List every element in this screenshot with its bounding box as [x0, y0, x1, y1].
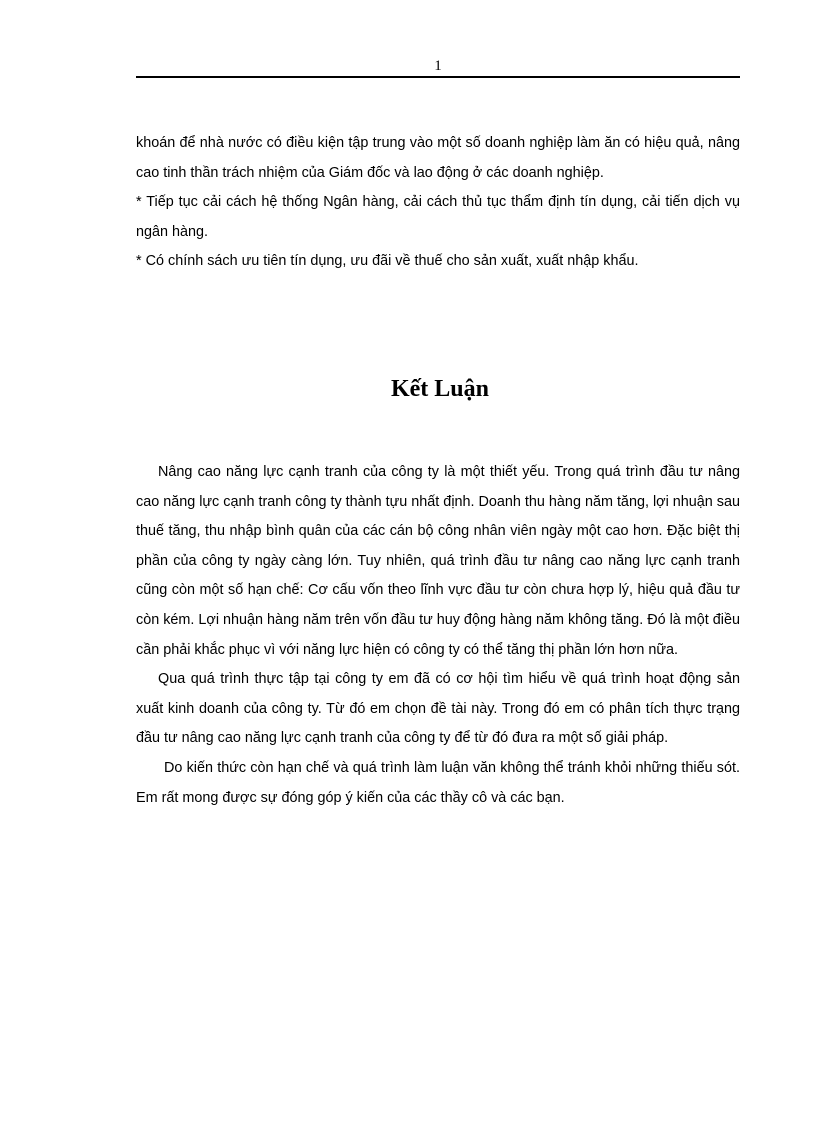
conclusion-paragraph: Qua quá trình thực tập tại công ty em đã có cơ hội tìm hiểu về quá trình hoạt động sản xuất kinh doanh của công ty. Từ đó em chọn đề tài này. Trong đó em có phân tích thực trạng đầu tư nâng cao năng lực cạnh tranh của công ty để từ đó đưa ra một số giải pháp.	[136, 671, 740, 747]
conclusion-section	[136, 458, 740, 813]
intro-section	[136, 129, 740, 277]
intro-paragraph: khoán để nhà nước có điều kiện tập trung vào một số doanh nghiệp làm ăn có hiệu quả, nâng cao tinh thần trách nhiệm của Giám đốc và lao động ở các doanh nghiệp.	[136, 135, 740, 181]
header-rule	[136, 76, 740, 78]
section-title: Kết Luận	[390, 376, 489, 402]
bullet-banking-reform: * Tiếp tục cải cách hệ thống Ngân hàng, cải cách thủ tục thẩm định tín dụng, cải tiến dịch vụ ngân hàng.	[136, 194, 740, 240]
page-number: 1	[434, 58, 442, 74]
conclusion-paragraph: Do kiến thức còn hạn chế và quá trình làm luận văn không thể tránh khỏi những thiếu sót. Em rất mong được sự đóng góp ý kiến của các thầy cô và các bạn.	[136, 759, 740, 806]
conclusion-paragraph: Nâng cao năng lực cạnh tranh của công ty là một thiết yếu. Trong quá trình đầu tư nâng cao năng lực cạnh tranh công ty thành tựu nhất định. Doanh thu hàng năm tăng, lợi nhuận sau thuế tăng, thu nhập bình quân của các cán bộ công nhân viên ngày một cao hơn. Đặc biệt thị phần của công ty ngày càng lớn. Tuy nhiên, quá trình đầu tư nâng cao năng lực cạnh tranh cũng còn một số hạn chế: Cơ cấu vốn theo lĩnh vực đầu tư còn chưa hợp lý, hiệu quả đầu tư còn kém. Lợi nhuận hàng năm trên vốn đầu tư huy động hàng năm không tăng. Đó là một điều cần phải khắc phục vì với năng lực hiện có công ty có thể tăng thị phần lớn hơn nữa.	[136, 464, 740, 658]
bullet-credit-policy: * Có chính sách ưu tiên tín dụng, ưu đãi về thuế cho sản xuất, xuất nhập khẩu.	[136, 253, 639, 270]
